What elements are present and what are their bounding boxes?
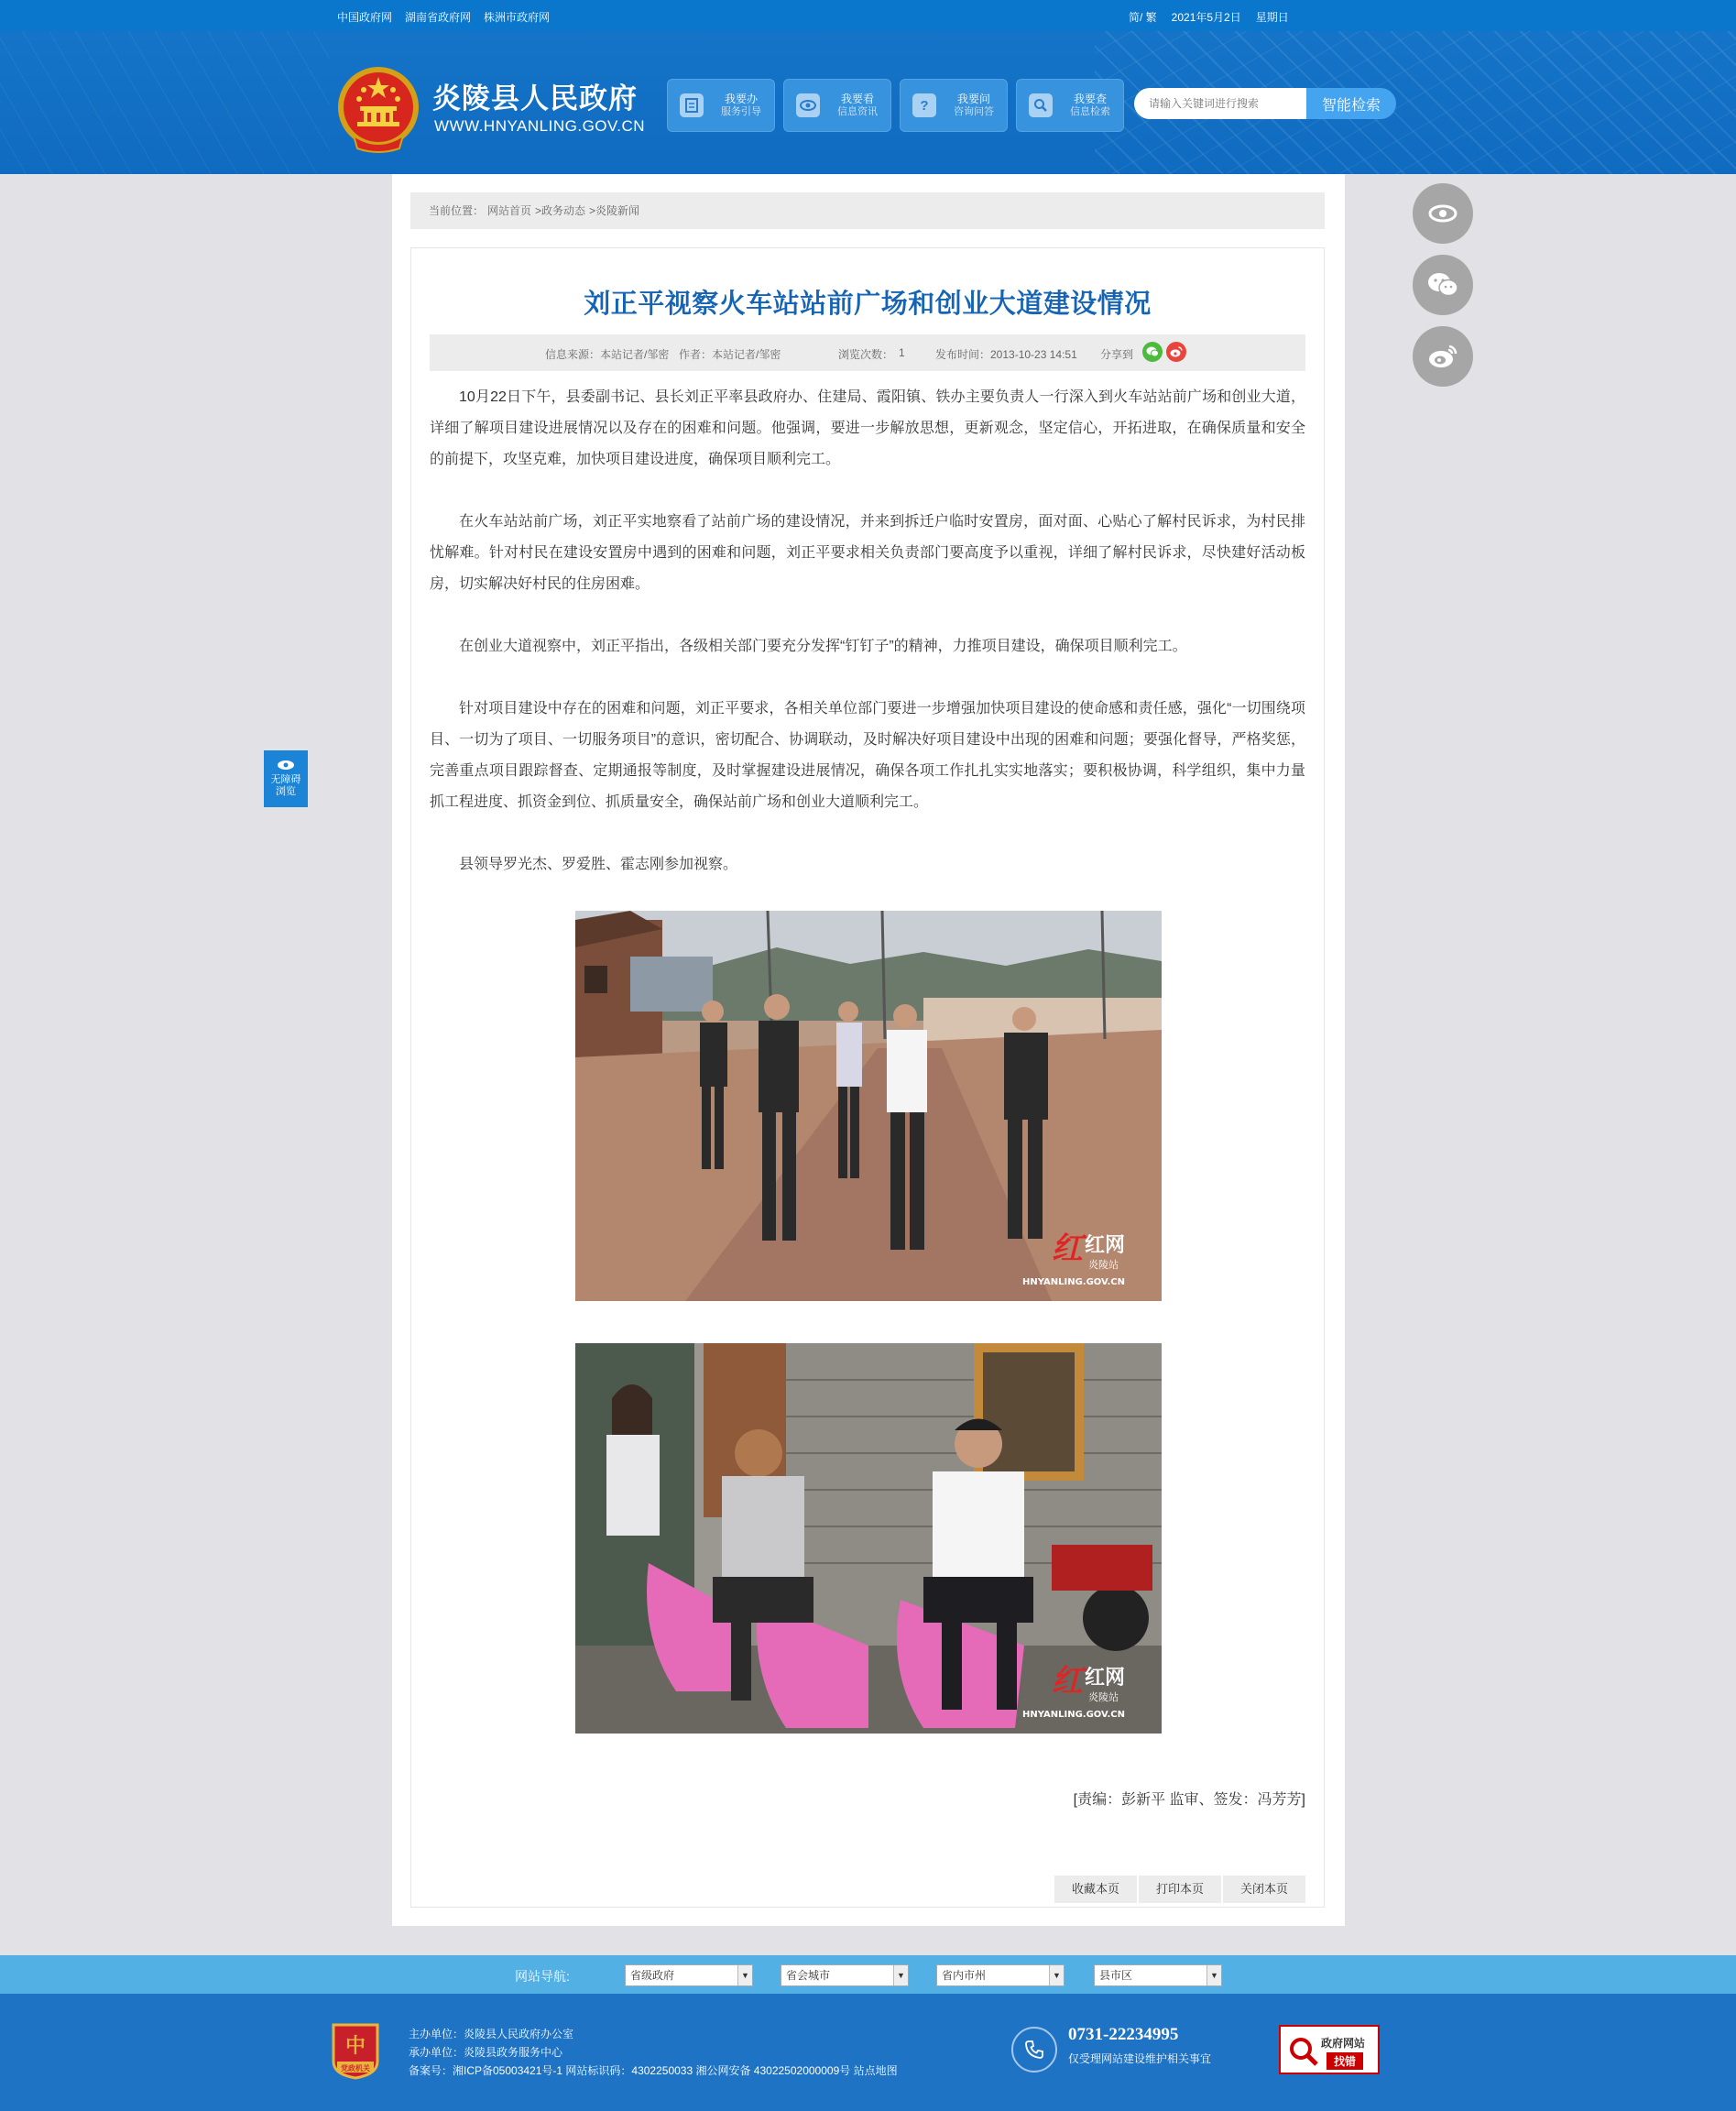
close-page-button[interactable]: 关闭本页 bbox=[1223, 1876, 1305, 1903]
meta-views-label: 浏览次数： bbox=[838, 348, 894, 361]
chevron-down-icon: ▼ bbox=[893, 1965, 908, 1985]
national-emblem-icon[interactable] bbox=[335, 64, 421, 156]
article-paragraph: 在创业大道视察中，刘正平指出，各级相关部门要充分发挥“钉钉子”的精神，力推项目建设，确保项目顺利完工。 bbox=[459, 639, 1187, 654]
float-wechat-button[interactable] bbox=[1413, 255, 1473, 315]
footer-phone-note: 仅受理网站建设维护相关事宜 bbox=[1068, 2052, 1212, 2065]
link-central-gov[interactable]: 中国政府网 bbox=[337, 11, 393, 24]
quick-link-consult[interactable] bbox=[900, 79, 1008, 132]
eye-icon bbox=[796, 93, 820, 117]
document-icon bbox=[680, 93, 704, 117]
quick-link-title: 我要查 bbox=[1073, 93, 1107, 105]
svg-text:炎陵站: 炎陵站 bbox=[1088, 1259, 1119, 1271]
breadcrumb-label: 当前位置： bbox=[429, 204, 485, 217]
quick-link-sub: 咨询问答 bbox=[954, 106, 994, 117]
svg-text:红: 红 bbox=[1052, 1231, 1083, 1267]
footer-record[interactable]: 备案号：湘ICP备05003421号-1 网站标识码：4302250033 湘公网安备 43022502000009号 站点地图 bbox=[409, 2064, 898, 2077]
quick-link-sub: 信息检索 bbox=[1070, 106, 1110, 117]
article-title: 刘正平视察火车站站前广场和创业大道建设情况 bbox=[584, 290, 1152, 319]
article-photo-villager-talk bbox=[575, 1343, 1162, 1734]
breadcrumb-home[interactable]: 网站首页 bbox=[487, 204, 532, 217]
report-error-line1: 政府网站 bbox=[1321, 2037, 1366, 2050]
site-url: WWW.HNYANLING.GOV.CN bbox=[434, 117, 646, 135]
article-paragraph: 在火车站站前广场，刘正平实地察看了站前广场的建设情况，并来到拆迁户临时安置房，面对面、心贴心了解村民诉求，为村民排忧解难。针对村民在建设安置房中遇到的困难和问题，刘正平要求相关负责部门要高度予以重视，详细了解村民诉求，尽快建好活动板房，切实解决好村民的住房困难。 bbox=[430, 514, 1305, 592]
meta-share-label: 分享到 bbox=[1100, 348, 1134, 361]
site-header bbox=[0, 31, 1736, 174]
svg-text:中: 中 bbox=[344, 2034, 366, 2058]
svg-text:HNYANLING.GOV.CN: HNYANLING.GOV.CN bbox=[1022, 1710, 1125, 1720]
svg-text:炎陵站: 炎陵站 bbox=[1088, 1691, 1119, 1703]
float-eye-button[interactable] bbox=[1413, 183, 1473, 244]
article-photo-inspection bbox=[575, 911, 1162, 1301]
search-button[interactable]: 智能检索 bbox=[1306, 88, 1396, 119]
select-value: 省会城市 bbox=[786, 1969, 831, 1982]
magnifier-icon bbox=[1288, 2036, 1319, 2067]
search-input[interactable] bbox=[1134, 88, 1306, 119]
article-body bbox=[430, 382, 1305, 912]
float-weibo-button[interactable] bbox=[1413, 326, 1473, 387]
current-date: 2021年5月2日 bbox=[1171, 11, 1241, 24]
bookmark-button[interactable]: 收藏本页 bbox=[1054, 1876, 1137, 1903]
top-right bbox=[1129, 9, 1289, 25]
main-panel bbox=[392, 174, 1345, 1926]
quick-link-title: 我要问 bbox=[956, 93, 990, 105]
svg-text:党政机关: 党政机关 bbox=[341, 2064, 370, 2073]
select-value: 省内市州 bbox=[942, 1969, 987, 1982]
quick-link-information[interactable] bbox=[783, 79, 891, 132]
eye-icon bbox=[276, 760, 296, 771]
site-footer bbox=[0, 1994, 1736, 2111]
link-zhuzhou-gov[interactable]: 株洲市政府网 bbox=[484, 11, 551, 24]
footer-organizer: 承办单位：炎陵县政务服务中心 bbox=[409, 2046, 563, 2059]
quick-link-title: 我要办 bbox=[724, 93, 758, 105]
site-nav-bar bbox=[0, 1955, 1736, 1994]
article-actions bbox=[1054, 1876, 1305, 1903]
share-weibo-icon[interactable] bbox=[1166, 342, 1186, 362]
breadcrumb-gov-news[interactable]: >政务动态 bbox=[535, 204, 586, 217]
share-wechat-icon[interactable] bbox=[1142, 342, 1163, 362]
accessibility-label-1: 无障碍 bbox=[270, 774, 301, 785]
select-value: 县市区 bbox=[1099, 1969, 1133, 1982]
select-prefecture[interactable] bbox=[936, 1964, 1065, 1986]
search-icon bbox=[1029, 93, 1053, 117]
quick-link-sub: 服务引导 bbox=[721, 106, 761, 117]
article-credit: [责编：彭新平 监审、签发：冯芳芳] bbox=[1073, 1792, 1305, 1808]
report-error-line2: 找错 bbox=[1327, 2052, 1363, 2070]
select-capital-city[interactable] bbox=[781, 1964, 909, 1986]
footer-phone: 0731-22234995 bbox=[1068, 2025, 1179, 2044]
weibo-icon bbox=[1427, 344, 1458, 369]
party-gov-badge-icon[interactable] bbox=[330, 2021, 381, 2080]
article-paragraph: 10月22日下午，县委副书记、县长刘正平率县政府办、住建局、霞阳镇、铁办主要负责人一行深入到火车站站前广场和创业大道，详细了解项目建设进展情况以及存在的困难和问题。他强调，要进一步解放思想，更新观念，坚定信心，开拓进取，在确保质量和安全的前提下，攻坚克难，加快项目建设进度，确保项目顺利完工。 bbox=[430, 389, 1305, 467]
select-value: 省级政府 bbox=[630, 1969, 675, 1982]
eye-icon bbox=[1428, 204, 1458, 223]
top-bar bbox=[0, 0, 1736, 31]
meta-source: 信息来源：本站记者/邹密 bbox=[545, 348, 670, 361]
current-weekday: 星期日 bbox=[1255, 11, 1289, 24]
top-links bbox=[337, 9, 550, 25]
wechat-icon bbox=[1427, 272, 1458, 298]
chevron-down-icon: ▼ bbox=[1206, 1965, 1221, 1985]
quick-link-sub: 信息资讯 bbox=[837, 106, 878, 117]
article-paragraph: 县领导罗光杰、罗爱胜、霍志刚参加视察。 bbox=[459, 857, 738, 872]
chevron-down-icon: ▼ bbox=[737, 1965, 752, 1985]
link-hunan-gov[interactable]: 湖南省政府网 bbox=[405, 11, 472, 24]
article-meta bbox=[430, 334, 1305, 371]
breadcrumb-yanling-news[interactable]: >炎陵新闻 bbox=[589, 204, 640, 217]
article-card bbox=[410, 247, 1325, 1908]
meta-published: 发布时间：2013-10-23 14:51 bbox=[935, 348, 1077, 361]
site-title[interactable]: 炎陵县人民政府 bbox=[432, 82, 638, 115]
select-provincial-gov[interactable] bbox=[625, 1964, 753, 1986]
meta-views: 1 bbox=[899, 346, 905, 359]
header-pattern-left bbox=[0, 31, 330, 174]
footer-host: 主办单位：炎陵县人民政府办公室 bbox=[409, 2028, 574, 2040]
svg-text:红网: 红网 bbox=[1085, 1667, 1126, 1690]
question-icon: ? bbox=[912, 93, 936, 117]
site-nav-label: 网站导航: bbox=[515, 1969, 570, 1984]
footer-info bbox=[409, 2025, 898, 2080]
accessibility-button[interactable] bbox=[264, 750, 308, 807]
svg-text:红网: 红网 bbox=[1085, 1234, 1126, 1257]
svg-text:HNYANLING.GOV.CN: HNYANLING.GOV.CN bbox=[1022, 1277, 1125, 1287]
quick-link-search[interactable] bbox=[1016, 79, 1124, 132]
article-paragraph: 针对项目建设中存在的困难和问题，刘正平要求，各相关单位部门要进一步增强加快项目建设的使命感和责任感，强化“一切围绕项目、一切为了项目、一切服务项目”的意识，密切配合、协调联动，及时解决好项目建设中出现的困难和问题；要强化督导，严格奖惩，完善重点项目跟踪督查、定期通报等制度，及时掌握建设进展情况，确保各项工作扎扎实实地落实；要积极协调，科学组织，集中力量抓工程进度、抓资金到位、抓质量安全，确保站前广场和创业大道顺利完工。 bbox=[430, 701, 1305, 810]
quick-link-title: 我要看 bbox=[840, 93, 874, 105]
breadcrumb bbox=[410, 192, 1325, 229]
report-error-button[interactable] bbox=[1279, 2025, 1380, 2074]
meta-author: 作者：本站记者/邹密 bbox=[679, 348, 781, 361]
quick-link-service-guide[interactable] bbox=[667, 79, 775, 132]
accessibility-label-2: 浏览 bbox=[276, 786, 296, 797]
svg-text:红: 红 bbox=[1052, 1663, 1083, 1700]
chevron-down-icon: ▼ bbox=[1049, 1965, 1064, 1985]
print-button[interactable]: 打印本页 bbox=[1139, 1876, 1221, 1903]
language-toggle[interactable]: 简/ 繁 bbox=[1129, 11, 1157, 24]
select-county[interactable] bbox=[1094, 1964, 1222, 1986]
phone-icon bbox=[1011, 2027, 1057, 2073]
